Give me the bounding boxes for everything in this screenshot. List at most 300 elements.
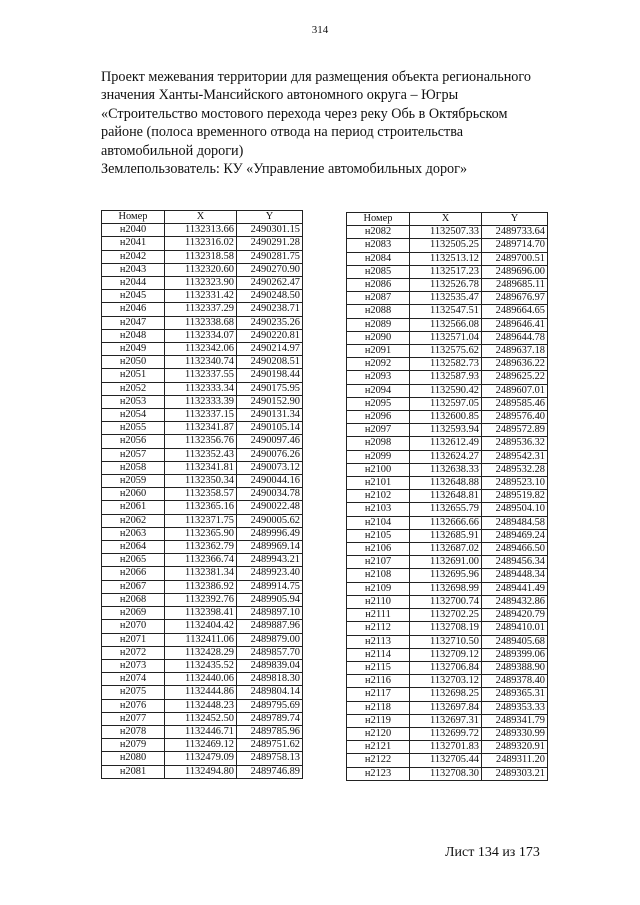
point-number-cell: н2109: [347, 582, 410, 595]
table-row: [102, 752, 303, 765]
point-number-cell: н2091: [347, 345, 410, 358]
table-row: [102, 316, 303, 329]
y-coordinate-cell: 2489696.00: [482, 265, 548, 278]
y-coordinate-cell: 2489879.00: [237, 633, 303, 646]
point-number-cell: н2078: [102, 725, 165, 738]
x-coordinate-cell: 1132365.16: [165, 501, 237, 514]
y-coordinate-cell: 2489523.10: [482, 477, 548, 490]
table-row: [347, 516, 548, 529]
x-coordinate-cell: 1132535.47: [410, 292, 482, 305]
y-coordinate-cell: 2489456.34: [482, 556, 548, 569]
y-coordinate-cell: 2490175.95: [237, 382, 303, 395]
point-number-cell: н2114: [347, 648, 410, 661]
y-coordinate-cell: 2489795.69: [237, 699, 303, 712]
table-row: [347, 609, 548, 622]
x-coordinate-cell: 1132698.25: [410, 688, 482, 701]
point-number-cell: н2062: [102, 514, 165, 527]
point-number-cell: н2067: [102, 580, 165, 593]
x-coordinate-cell: 1132706.84: [410, 661, 482, 674]
table-row: [102, 725, 303, 738]
table-row: [347, 265, 548, 278]
point-number-cell: н2098: [347, 437, 410, 450]
y-coordinate-cell: 2489341.79: [482, 714, 548, 727]
y-coordinate-cell: 2489646.41: [482, 318, 548, 331]
x-coordinate-cell: 1132386.92: [165, 580, 237, 593]
y-coordinate-cell: 2490131.34: [237, 409, 303, 422]
x-coordinate-cell: 1132590.42: [410, 384, 482, 397]
table-row: [347, 714, 548, 727]
point-number-cell: н2101: [347, 477, 410, 490]
y-coordinate-cell: 2489542.31: [482, 450, 548, 463]
table-row: [347, 543, 548, 556]
point-number-cell: н2095: [347, 397, 410, 410]
table-row: [347, 424, 548, 437]
table-row: [102, 712, 303, 725]
x-coordinate-cell: 1132428.29: [165, 646, 237, 659]
x-coordinate-cell: 1132705.44: [410, 754, 482, 767]
table-row: [347, 622, 548, 635]
table-row: [347, 767, 548, 780]
table-row: [102, 514, 303, 527]
y-coordinate-cell: 2489625.22: [482, 371, 548, 384]
table-row: [102, 699, 303, 712]
header-number: Номер: [347, 213, 410, 226]
y-coordinate-cell: 2490034.78: [237, 488, 303, 501]
table-row: [102, 263, 303, 276]
x-coordinate-cell: 1132575.62: [410, 345, 482, 358]
table-row: [102, 382, 303, 395]
table-row: [102, 554, 303, 567]
x-coordinate-cell: 1132440.06: [165, 673, 237, 686]
x-coordinate-cell: 1132600.85: [410, 411, 482, 424]
x-coordinate-cell: 1132624.27: [410, 450, 482, 463]
point-number-cell: н2054: [102, 409, 165, 422]
table-row: [347, 292, 548, 305]
y-coordinate-cell: 2489818.30: [237, 673, 303, 686]
y-coordinate-cell: 2489607.01: [482, 384, 548, 397]
x-coordinate-cell: 1132612.49: [410, 437, 482, 450]
x-coordinate-cell: 1132593.94: [410, 424, 482, 437]
x-coordinate-cell: 1132648.88: [410, 477, 482, 490]
y-coordinate-cell: 2489448.34: [482, 569, 548, 582]
x-coordinate-cell: 1132320.60: [165, 263, 237, 276]
header-x: X: [165, 211, 237, 224]
table-row: [102, 448, 303, 461]
x-coordinate-cell: 1132638.33: [410, 463, 482, 476]
table-row: [347, 384, 548, 397]
point-number-cell: н2123: [347, 767, 410, 780]
table-row: [102, 461, 303, 474]
y-coordinate-cell: 2489637.18: [482, 345, 548, 358]
document-heading: [101, 68, 571, 178]
point-number-cell: н2102: [347, 490, 410, 503]
point-number-cell: н2048: [102, 329, 165, 342]
x-coordinate-cell: 1132333.34: [165, 382, 237, 395]
y-coordinate-cell: 2489532.28: [482, 463, 548, 476]
x-coordinate-cell: 1132699.72: [410, 727, 482, 740]
point-number-cell: н2080: [102, 752, 165, 765]
x-coordinate-cell: 1132334.07: [165, 329, 237, 342]
table-row: [102, 593, 303, 606]
table-row: [102, 343, 303, 356]
table-row: [102, 277, 303, 290]
y-coordinate-cell: 2489441.49: [482, 582, 548, 595]
point-number-cell: н2071: [102, 633, 165, 646]
point-number-cell: н2100: [347, 463, 410, 476]
point-number-cell: н2047: [102, 316, 165, 329]
table-header-row: [347, 213, 548, 226]
point-number-cell: н2070: [102, 620, 165, 633]
heading-line: автомобильной дороги): [101, 142, 244, 159]
y-coordinate-cell: 2490248.50: [237, 290, 303, 303]
y-coordinate-cell: 2490214.97: [237, 343, 303, 356]
y-coordinate-cell: 2489420.79: [482, 609, 548, 622]
y-coordinate-cell: 2489887.96: [237, 620, 303, 633]
table-row: [347, 569, 548, 582]
x-coordinate-cell: 1132526.78: [410, 279, 482, 292]
x-coordinate-cell: 1132435.52: [165, 659, 237, 672]
table-row: [102, 409, 303, 422]
table-row: [102, 527, 303, 540]
y-coordinate-cell: 2489839.04: [237, 659, 303, 672]
point-number-cell: н2057: [102, 448, 165, 461]
point-number-cell: н2068: [102, 593, 165, 606]
y-coordinate-cell: 2489576.40: [482, 411, 548, 424]
table-row: [102, 435, 303, 448]
y-coordinate-cell: 2489804.14: [237, 686, 303, 699]
y-coordinate-cell: 2489365.31: [482, 688, 548, 701]
y-coordinate-cell: 2489399.06: [482, 648, 548, 661]
y-coordinate-cell: 2490238.71: [237, 303, 303, 316]
y-coordinate-cell: 2489432.86: [482, 595, 548, 608]
y-coordinate-cell: 2489751.62: [237, 739, 303, 752]
table-row: [347, 635, 548, 648]
x-coordinate-cell: 1132340.74: [165, 356, 237, 369]
x-coordinate-cell: 1132708.30: [410, 767, 482, 780]
y-coordinate-cell: 2489714.70: [482, 239, 548, 252]
table-row: [102, 329, 303, 342]
table-row: [102, 395, 303, 408]
point-number-cell: н2073: [102, 659, 165, 672]
point-number-cell: н2052: [102, 382, 165, 395]
heading-line: значения Ханты-Мансийского автономного округа – Югры: [101, 87, 459, 104]
y-coordinate-cell: 2490235.26: [237, 316, 303, 329]
table-row: [347, 345, 548, 358]
x-coordinate-cell: 1132709.12: [410, 648, 482, 661]
heading-line: Проект межевания территории для размещения объекта регионального: [101, 69, 531, 85]
x-coordinate-cell: 1132697.84: [410, 701, 482, 714]
y-coordinate-cell: 2489330.99: [482, 727, 548, 740]
x-coordinate-cell: 1132597.05: [410, 397, 482, 410]
point-number-cell: н2086: [347, 279, 410, 292]
y-coordinate-cell: 2489572.89: [482, 424, 548, 437]
table-row: [347, 450, 548, 463]
point-number-cell: н2096: [347, 411, 410, 424]
header-number: Номер: [102, 211, 165, 224]
y-coordinate-cell: 2489519.82: [482, 490, 548, 503]
point-number-cell: н2090: [347, 331, 410, 344]
y-coordinate-cell: 2490022.48: [237, 501, 303, 514]
x-coordinate-cell: 1132444.86: [165, 686, 237, 699]
point-number-cell: н2042: [102, 250, 165, 263]
point-number-cell: н2116: [347, 675, 410, 688]
x-coordinate-cell: 1132494.80: [165, 765, 237, 778]
point-number-cell: н2111: [347, 609, 410, 622]
y-coordinate-cell: 2489378.40: [482, 675, 548, 688]
table-row: [102, 237, 303, 250]
table-row: [347, 648, 548, 661]
table-row: [347, 701, 548, 714]
x-coordinate-cell: 1132316.02: [165, 237, 237, 250]
x-coordinate-cell: 1132513.12: [410, 252, 482, 265]
table-row: [102, 633, 303, 646]
coordinates-table-left: [101, 210, 303, 779]
point-number-cell: н2050: [102, 356, 165, 369]
table-row: [347, 595, 548, 608]
point-number-cell: н2065: [102, 554, 165, 567]
y-coordinate-cell: 2490220.81: [237, 329, 303, 342]
x-coordinate-cell: 1132685.91: [410, 529, 482, 542]
y-coordinate-cell: 2489311.20: [482, 754, 548, 767]
x-coordinate-cell: 1132337.15: [165, 409, 237, 422]
y-coordinate-cell: 2490105.14: [237, 422, 303, 435]
point-number-cell: н2110: [347, 595, 410, 608]
point-number-cell: н2118: [347, 701, 410, 714]
table-row: [347, 754, 548, 767]
point-number-cell: н2113: [347, 635, 410, 648]
header-y: Y: [482, 213, 548, 226]
point-number-cell: н2087: [347, 292, 410, 305]
x-coordinate-cell: 1132702.25: [410, 609, 482, 622]
point-number-cell: н2104: [347, 516, 410, 529]
point-number-cell: н2081: [102, 765, 165, 778]
point-number-cell: н2092: [347, 358, 410, 371]
y-coordinate-cell: 2489466.50: [482, 543, 548, 556]
y-coordinate-cell: 2489405.68: [482, 635, 548, 648]
table-row: [102, 673, 303, 686]
y-coordinate-cell: 2490208.51: [237, 356, 303, 369]
point-number-cell: н2063: [102, 527, 165, 540]
x-coordinate-cell: 1132687.02: [410, 543, 482, 556]
coordinates-table-right: [346, 212, 548, 781]
header-y: Y: [237, 211, 303, 224]
y-coordinate-cell: 2489676.97: [482, 292, 548, 305]
table-row: [102, 659, 303, 672]
point-number-cell: н2045: [102, 290, 165, 303]
y-coordinate-cell: 2490262.47: [237, 277, 303, 290]
y-coordinate-cell: 2490270.90: [237, 263, 303, 276]
table-row: [102, 422, 303, 435]
x-coordinate-cell: 1132352.43: [165, 448, 237, 461]
x-coordinate-cell: 1132701.83: [410, 741, 482, 754]
table-row: [347, 437, 548, 450]
table-row: [102, 607, 303, 620]
x-coordinate-cell: 1132356.76: [165, 435, 237, 448]
x-coordinate-cell: 1132700.74: [410, 595, 482, 608]
x-coordinate-cell: 1132691.00: [410, 556, 482, 569]
x-coordinate-cell: 1132666.66: [410, 516, 482, 529]
point-number-cell: н2094: [347, 384, 410, 397]
point-number-cell: н2066: [102, 567, 165, 580]
point-number-cell: н2059: [102, 475, 165, 488]
y-coordinate-cell: 2489914.75: [237, 580, 303, 593]
sheet-counter: Лист 134 из 173: [445, 845, 540, 860]
y-coordinate-cell: 2489923.40: [237, 567, 303, 580]
point-number-cell: н2121: [347, 741, 410, 754]
point-number-cell: н2041: [102, 237, 165, 250]
y-coordinate-cell: 2489585.46: [482, 397, 548, 410]
table-row: [102, 620, 303, 633]
x-coordinate-cell: 1132342.06: [165, 343, 237, 356]
point-number-cell: н2097: [347, 424, 410, 437]
x-coordinate-cell: 1132479.09: [165, 752, 237, 765]
y-coordinate-cell: 2490152.90: [237, 395, 303, 408]
x-coordinate-cell: 1132392.76: [165, 593, 237, 606]
point-number-cell: н2044: [102, 277, 165, 290]
point-number-cell: н2051: [102, 369, 165, 382]
point-number-cell: н2089: [347, 318, 410, 331]
heading-line: районе (полоса временного отвода на период строительства: [101, 124, 464, 141]
table-row: [102, 567, 303, 580]
x-coordinate-cell: 1132313.66: [165, 224, 237, 237]
y-coordinate-cell: 2490076.26: [237, 448, 303, 461]
y-coordinate-cell: 2489320.91: [482, 741, 548, 754]
table-row: [347, 463, 548, 476]
x-coordinate-cell: 1132381.34: [165, 567, 237, 580]
y-coordinate-cell: 2489664.65: [482, 305, 548, 318]
x-coordinate-cell: 1132323.90: [165, 277, 237, 290]
y-coordinate-cell: 2489636.22: [482, 358, 548, 371]
x-coordinate-cell: 1132571.04: [410, 331, 482, 344]
point-number-cell: н2117: [347, 688, 410, 701]
x-coordinate-cell: 1132505.25: [410, 239, 482, 252]
point-number-cell: н2088: [347, 305, 410, 318]
point-number-cell: н2043: [102, 263, 165, 276]
point-number-cell: н2053: [102, 395, 165, 408]
table-row: [347, 503, 548, 516]
table-row: [347, 529, 548, 542]
table-row: [347, 490, 548, 503]
table-row: [102, 369, 303, 382]
table-row: [102, 290, 303, 303]
x-coordinate-cell: 1132452.50: [165, 712, 237, 725]
table-row: [347, 239, 548, 252]
table-row: [347, 688, 548, 701]
point-number-cell: н2046: [102, 303, 165, 316]
point-number-cell: н2064: [102, 541, 165, 554]
y-coordinate-cell: 2489303.21: [482, 767, 548, 780]
y-coordinate-cell: 2489897.10: [237, 607, 303, 620]
table-row: [102, 541, 303, 554]
y-coordinate-cell: 2489857.70: [237, 646, 303, 659]
y-coordinate-cell: 2489504.10: [482, 503, 548, 516]
x-coordinate-cell: 1132398.41: [165, 607, 237, 620]
table-row: [347, 582, 548, 595]
table-row: [347, 397, 548, 410]
point-number-cell: н2082: [347, 226, 410, 239]
y-coordinate-cell: 2489758.13: [237, 752, 303, 765]
table-row: [347, 318, 548, 331]
point-number-cell: н2106: [347, 543, 410, 556]
point-number-cell: н2119: [347, 714, 410, 727]
point-number-cell: н2122: [347, 754, 410, 767]
point-number-cell: н2105: [347, 529, 410, 542]
table-row: [347, 252, 548, 265]
y-coordinate-cell: 2489484.58: [482, 516, 548, 529]
land-user-line: Землепользователь: КУ «Управление автомобильных дорог»: [101, 161, 468, 178]
table-row: [347, 331, 548, 344]
table-row: [102, 646, 303, 659]
x-coordinate-cell: 1132566.08: [410, 318, 482, 331]
x-coordinate-cell: 1132331.42: [165, 290, 237, 303]
table-row: [102, 475, 303, 488]
x-coordinate-cell: 1132469.12: [165, 739, 237, 752]
point-number-cell: н2120: [347, 727, 410, 740]
y-coordinate-cell: 2490291.28: [237, 237, 303, 250]
y-coordinate-cell: 2489353.33: [482, 701, 548, 714]
x-coordinate-cell: 1132507.33: [410, 226, 482, 239]
table-row: [347, 279, 548, 292]
point-number-cell: н2085: [347, 265, 410, 278]
x-coordinate-cell: 1132365.90: [165, 527, 237, 540]
x-coordinate-cell: 1132318.58: [165, 250, 237, 263]
table-row: [102, 488, 303, 501]
x-coordinate-cell: 1132362.79: [165, 541, 237, 554]
heading-line: «Строительство мостового перехода через реку Обь в Октябрьском: [101, 105, 508, 122]
point-number-cell: н2076: [102, 699, 165, 712]
point-number-cell: н2103: [347, 503, 410, 516]
y-coordinate-cell: 2489969.14: [237, 541, 303, 554]
x-coordinate-cell: 1132337.55: [165, 369, 237, 382]
x-coordinate-cell: 1132703.12: [410, 675, 482, 688]
table-row: [102, 739, 303, 752]
point-number-cell: н2079: [102, 739, 165, 752]
y-coordinate-cell: 2490097.46: [237, 435, 303, 448]
point-number-cell: н2108: [347, 569, 410, 582]
y-coordinate-cell: 2489746.89: [237, 765, 303, 778]
table-row: [102, 224, 303, 237]
y-coordinate-cell: 2489536.32: [482, 437, 548, 450]
point-number-cell: н2061: [102, 501, 165, 514]
table-row: [102, 356, 303, 369]
y-coordinate-cell: 2489996.49: [237, 527, 303, 540]
point-number-cell: н2055: [102, 422, 165, 435]
y-coordinate-cell: 2489733.64: [482, 226, 548, 239]
point-number-cell: н2075: [102, 686, 165, 699]
point-number-cell: н2069: [102, 607, 165, 620]
table-row: [347, 305, 548, 318]
point-number-cell: н2056: [102, 435, 165, 448]
point-number-cell: н2083: [347, 239, 410, 252]
x-coordinate-cell: 1132547.51: [410, 305, 482, 318]
table-row: [102, 765, 303, 778]
x-coordinate-cell: 1132708.19: [410, 622, 482, 635]
y-coordinate-cell: 2490044.16: [237, 475, 303, 488]
x-coordinate-cell: 1132337.29: [165, 303, 237, 316]
y-coordinate-cell: 2489644.78: [482, 331, 548, 344]
y-coordinate-cell: 2489469.24: [482, 529, 548, 542]
y-coordinate-cell: 2489785.96: [237, 725, 303, 738]
x-coordinate-cell: 1132448.23: [165, 699, 237, 712]
y-coordinate-cell: 2489905.94: [237, 593, 303, 606]
point-number-cell: н2115: [347, 661, 410, 674]
x-coordinate-cell: 1132587.93: [410, 371, 482, 384]
x-coordinate-cell: 1132710.50: [410, 635, 482, 648]
y-coordinate-cell: 2489410.01: [482, 622, 548, 635]
y-coordinate-cell: 2490281.75: [237, 250, 303, 263]
x-coordinate-cell: 1132446.71: [165, 725, 237, 738]
point-number-cell: н2049: [102, 343, 165, 356]
